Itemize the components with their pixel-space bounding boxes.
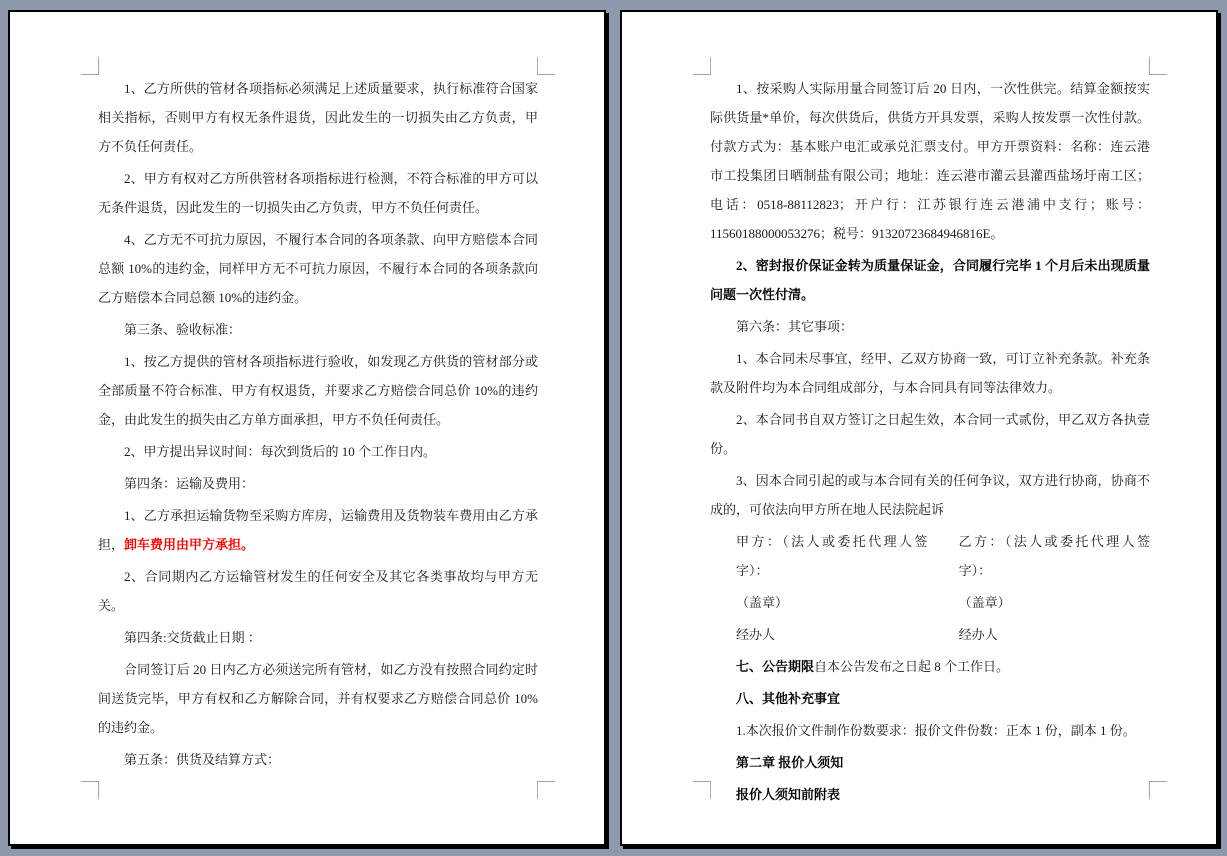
paragraph	[710, 405, 1150, 463]
crop-mark-top-right	[1149, 57, 1167, 75]
paragraph	[710, 312, 1150, 341]
text-run-red: 卸车费用由甲方承担。	[124, 537, 255, 552]
signature-right: 乙方：（法人或委托代理人签字）：	[958, 534, 1150, 578]
crop-mark-bottom-left	[81, 781, 99, 799]
text-run: 2、甲方提出异议时间：每次到货后的 10 个工作日内。	[124, 444, 437, 459]
text-run: 4、乙方无不可抗力原因，不履行本合同的各项条款、向甲方赔偿本合同总额 10%的违约金，同样甲方无不可抗力原因，不履行本合同的各项条款向乙方赔偿本合同总额 10%的违约金。	[98, 232, 538, 305]
signature-left: （盖章）	[736, 595, 789, 610]
text-run: 第四条:交货截止日期 ：	[124, 630, 261, 645]
crop-mark-top-right	[537, 57, 555, 75]
paragraph	[98, 655, 538, 742]
text-run: 2、甲方有权对乙方所供管材各项指标进行检测，不符合标准的甲方可以无条件退货，因此发生的一切损失由乙方负责，甲方不负任何责任。	[98, 171, 538, 215]
paragraph	[710, 684, 1150, 713]
paragraph	[98, 562, 538, 620]
text-run: 1、乙方所供的管材各项指标必须满足上述质量要求，执行标准符合国家相关指标，否则甲方有权无条件退货，因此发生的一切损失由乙方负责，甲方不负任何责任。	[98, 81, 538, 154]
text-run: 第三条、验收标准：	[124, 322, 242, 337]
text-run: 1、按采购人实际用量合同签订后 20 日内，一次性供完。结算金额按实际供货量*单价，每次供货后，供货方开具发票，采购人按发票一次性付款。付款方式为：基本账户电汇或承兑汇票支付。甲方开票资料：名称：连云港市工投集团日晒制盐有限公司；地址：连云港市灌云县灌西盐场圩南工区；电话：0518-88112823；开户行：江苏银行连云港浦中支行；账号：11560188000053276；税号：91320723684946816E。	[710, 81, 1150, 241]
paragraph	[98, 74, 538, 161]
paragraph	[98, 225, 538, 312]
text-run-bold: 2、密封报价保证金转为质量保证金，合同履行完毕 1 个月后未出现质量问题一次性付清。	[710, 258, 1150, 302]
text-run: 1、乙方承担运输货物至采购方库房，运输费用及货物装车费用由乙方承担，	[98, 508, 538, 552]
signature-row	[710, 588, 1150, 617]
document-page-2[interactable]	[620, 10, 1218, 846]
crop-mark-top-left	[693, 57, 711, 75]
text-run: 1.本次报价文件制作份数要求：报价文件份数：正本 1 份，副本 1 份。	[736, 723, 1136, 738]
crop-mark-bottom-left	[693, 781, 711, 799]
text-run-bold: 七、公告期限	[736, 659, 815, 674]
page-1-content	[98, 74, 538, 777]
text-run: 第五条：供货及结算方式：	[124, 752, 281, 767]
text-run: 第四条：运输及费用：	[124, 476, 255, 491]
signature-right: 经办人	[958, 627, 998, 642]
text-run-bold: 八、其他补充事宜	[736, 691, 841, 706]
text-run: 第六条：其它事项：	[736, 319, 854, 334]
text-run-bold: 报价人须知前附表	[736, 787, 841, 802]
text-run: 1、本合同未尽事宜，经甲、乙双方协商一致，可订立补充条款。补充条款及附件均为本合同组成部分，与本合同具有同等法律效力。	[710, 351, 1150, 395]
text-run: 自本公告发布之日起 8 个工作日。	[814, 659, 1010, 674]
paragraph	[98, 745, 538, 774]
paragraph	[710, 74, 1150, 248]
paragraph	[98, 501, 538, 559]
signature-row	[710, 620, 1150, 649]
paragraph	[98, 347, 538, 434]
paragraph	[98, 469, 538, 498]
signature-left: 经办人	[736, 627, 776, 642]
signature-left: 甲方：（法人或委托代理人签字）：	[736, 534, 928, 578]
signature-right: （盖章）	[958, 595, 1011, 610]
crop-mark-bottom-right	[537, 781, 555, 799]
text-run: 2、合同期内乙方运输管材发生的任何安全及其它各类事故均与甲方无关。	[98, 569, 538, 613]
crop-mark-top-left	[81, 57, 99, 75]
text-run: 3、因本合同引起的或与本合同有关的任何争议，双方进行协商，协商不成的，可依法向甲方所在地人民法院起诉	[710, 473, 1150, 517]
signature-row	[710, 527, 1150, 585]
paragraph	[710, 780, 1150, 809]
crop-mark-bottom-right	[1149, 781, 1167, 799]
text-run: 合同签订后 20 日内乙方必须送完所有管材，如乙方没有按照合同约定时间送货完毕，甲方有权和乙方解除合同，并有权要求乙方赔偿合同总价 10%的违约金。	[98, 662, 538, 735]
page-2-content	[710, 74, 1150, 812]
text-run-bold: 第二章 报价人须知	[736, 755, 844, 770]
text-run: 2、本合同书自双方签订之日起生效，本合同一式贰份，甲乙双方各执壹份。	[710, 412, 1150, 456]
paragraph	[710, 344, 1150, 402]
paragraph	[98, 164, 538, 222]
paragraph	[98, 315, 538, 344]
paragraph	[710, 748, 1150, 777]
paragraph	[98, 623, 538, 652]
paragraph	[710, 716, 1150, 745]
paragraph	[98, 437, 538, 466]
paragraph	[710, 652, 1150, 681]
paragraph	[710, 251, 1150, 309]
document-page-1[interactable]	[8, 10, 606, 846]
text-run: 1、按乙方提供的管材各项指标进行验收，如发现乙方供货的管材部分或全部质量不符合标准、甲方有权退货，并要求乙方赔偿合同总价 10%的违约金，由此发生的损失由乙方单方面承担，甲方不负任何责任。	[98, 354, 538, 427]
paragraph	[710, 466, 1150, 524]
